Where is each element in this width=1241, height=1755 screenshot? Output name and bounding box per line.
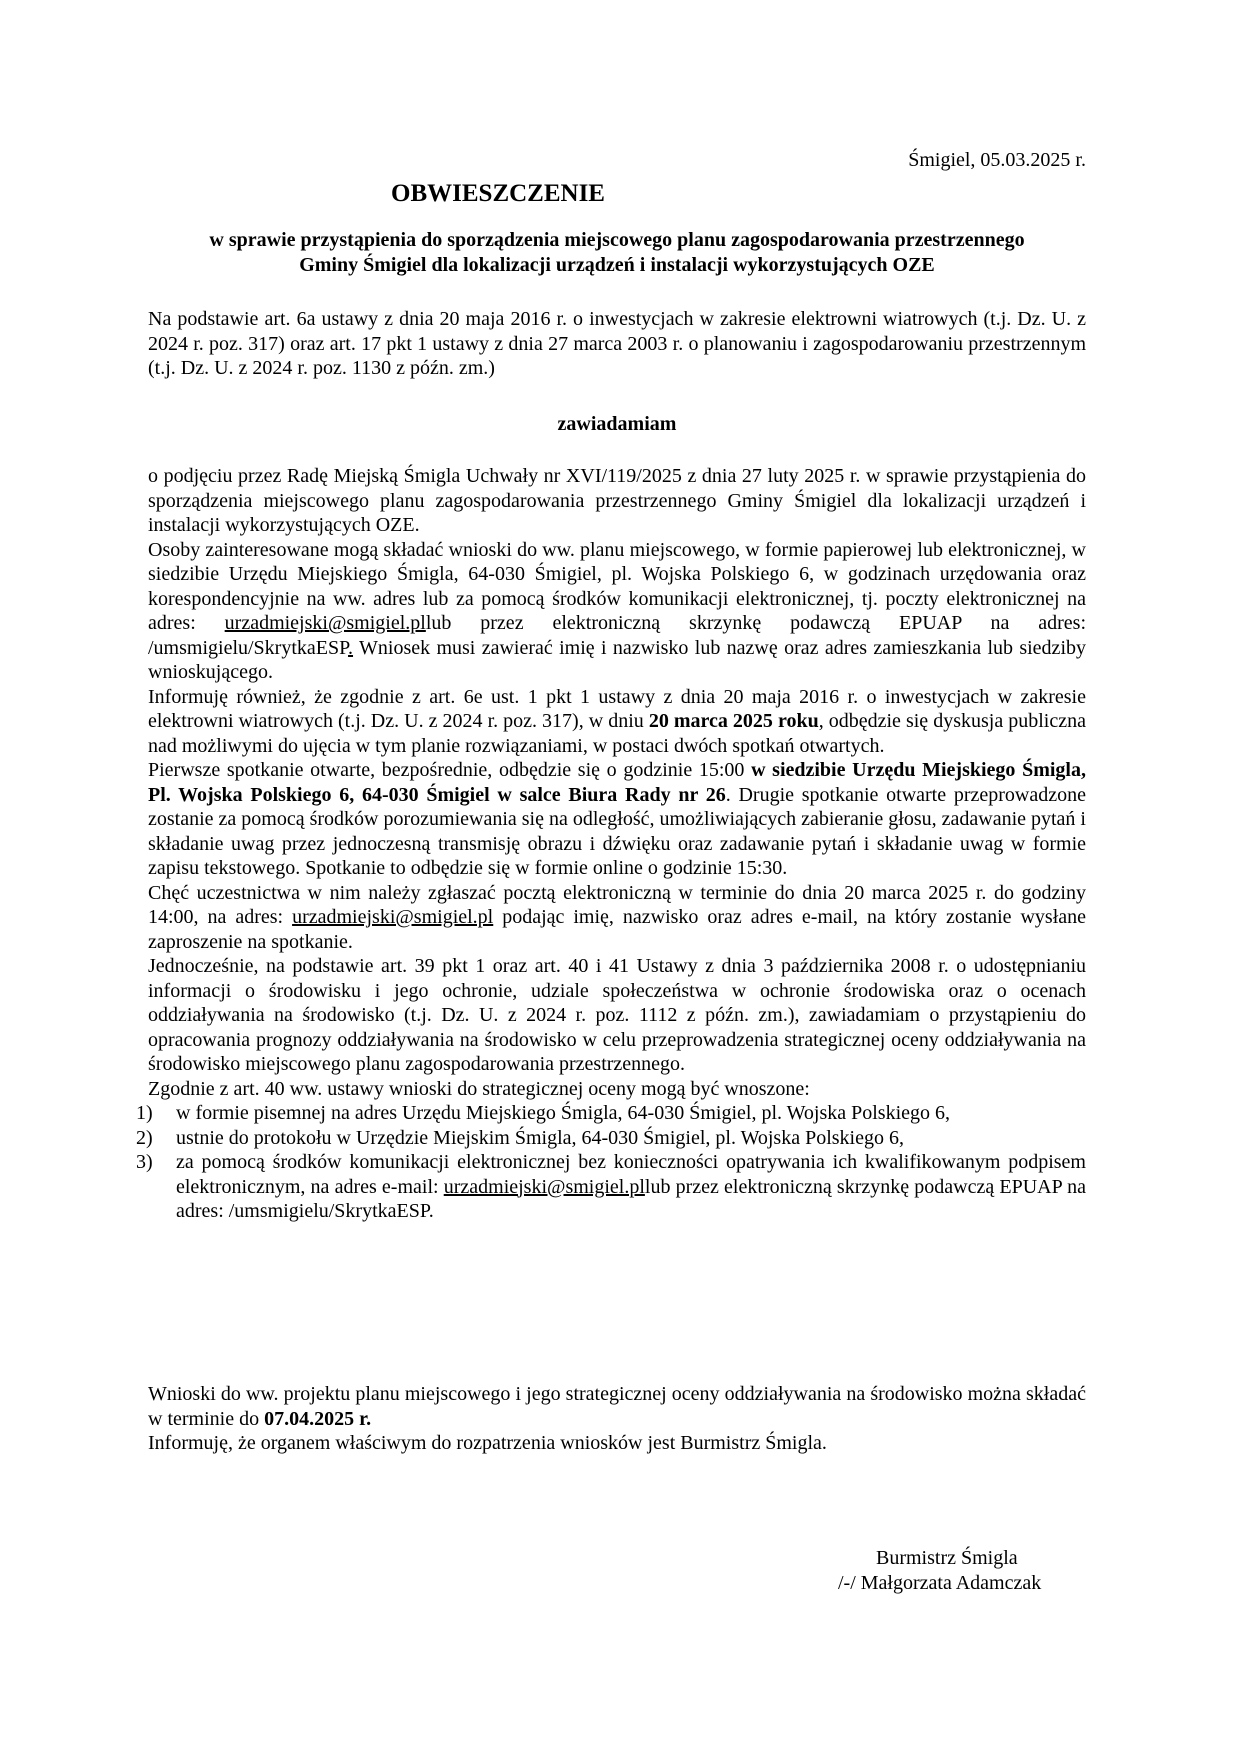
- signatory-name: /-/ Małgorzata Adamczak: [838, 1571, 1042, 1594]
- meetings-text-b: . Drugie spotkanie otwarte przeprowadzone zostanie za pomocą środków porozumiewania się na odległość, umożliwiających zabieranie głosu, zadawanie pytań i składanie uwag przez jednoczesną transmisję obrazu i dźwięku oraz zadawanie pytań i składanie uwag w formie zapisu tekstowego. Spotkanie to odbędzie się w formie online o godzinie 15:30.: [148, 783, 1086, 879]
- list-item-text: w formie pisemnej na adres Urzędu Miejskiego Śmigla, 64-030 Śmigiel, pl. Wojska Polskiego 6,: [176, 1102, 951, 1124]
- email-link[interactable]: urzadmiejski@smigiel.pl: [292, 906, 494, 928]
- submission-methods-list: [136, 1101, 1086, 1224]
- list-item-text-b: lub przez elektroniczną skrzynkę podawczą EPUAP na adres: /umsmigielu/SkrytkaESP.: [176, 1175, 1086, 1222]
- applications-dot: .: [348, 636, 354, 659]
- subject-line-1: w sprawie przystąpienia do sporządzenia miejscowego planu zagospodarowania przestrzennego: [209, 229, 1025, 251]
- list-item-number: 1): [136, 1102, 153, 1124]
- list-item-number: 3): [136, 1151, 153, 1173]
- authority-paragraph: Informuję, że organem właściwym do rozpatrzenia wniosków jest Burmistrz Śmigla.: [148, 1432, 827, 1454]
- notice-body: [136, 464, 1087, 1224]
- email-link[interactable]: urzadmiejski@smigiel.pl: [443, 1175, 645, 1198]
- meeting-place: w siedzibie Urzędu Miejskiego Śmigla, Pl. Wojska Polskiego 6, 64-030 Śmigiel w salce Biura Rady nr 26: [148, 759, 1086, 806]
- resolution-paragraph: o podjęciu przez Radę Miejską Śmigla Uchwały nr XVI/119/2025 z dnia 27 luty 2025 r. w sprawie przystąpienia do sporządzenia miejscowego planu zagospodarowania przestrzennego Gminy Śmigiel dla lokalizacji urządzeń i instalacji wykorzystujących OZE.: [148, 465, 1086, 536]
- document-title: OBWIESZCZENIE: [391, 180, 605, 207]
- applications-paragraph: [148, 538, 1086, 685]
- deadline-text: Wnioski do ww. projektu planu miejscowego i jego strategicznej oceny oddziaływania na środowisko można składać w terminie do: [148, 1383, 1086, 1430]
- applications-text-c: Wniosek musi zawierać imię i nazwisko lub nazwę oraz adres zamieszkania lub siedziby wnioskującego.: [148, 636, 1086, 683]
- discussion-text-b: , odbędzie się dyskusja publiczna nad możliwymi do ujęcia w tym planie rozwiązaniami, w postaci dwóch spotkań otwartych.: [148, 710, 1086, 757]
- list-item: [136, 1126, 1086, 1151]
- list-item-number: 2): [136, 1126, 153, 1149]
- document-subject: [148, 228, 1086, 277]
- list-item: [136, 1150, 1086, 1224]
- signature-block: [838, 1546, 1098, 1595]
- legal-basis-paragraph: Na podstawie art. 6a ustawy z dnia 20 maja 2016 r. o inwestycjach w zakresie elektrowni wiatrowych (t.j. Dz. U. z 2024 r. poz. 317) oraz art. 17 pkt 1 ustawy z dnia 27 marca 2003 r. o planowaniu i zagospodarowaniu przestrzennym (t.j. Dz. U. z 2024 r. poz. 1130 z późn. zm.): [148, 308, 1086, 379]
- meetings-text-a: Pierwsze spotkanie otwarte, bezpośrednie, odbędzie się o godzinie 15:00: [148, 759, 752, 781]
- notice-verb: zawiadamiam: [557, 413, 677, 435]
- applications-text-a: Osoby zainteresowane mogą składać wnioski do ww. planu miejscowego, w formie papierowej lub elektronicznej, w siedzibie Urzędu Miejskiego Śmigla, 64-030 Śmigiel, pl. Wojska Polskiego 6, w godzinach urzędowania oraz korespondencyjnie na ww. adres lub za pomocą środków komunikacji elektronicznej, tj. poczty elektronicznej na adres:: [148, 538, 1086, 634]
- submission-methods-intro: Zgodnie z art. 40 ww. ustawy wnioski do strategicznej oceny mogą być wnoszone:: [148, 1077, 810, 1100]
- discussion-date: 20 marca 2025 roku: [648, 710, 819, 732]
- participation-text-b: podając imię, nazwisko oraz adres e-mail, na który zostanie wysłane zaproszenie na spotkanie.: [148, 906, 1087, 953]
- participation-paragraph: [148, 881, 1086, 955]
- deadline-paragraph: [148, 1382, 1086, 1431]
- list-item-text-a: za pomocą środków komunikacji elektronicznej bez konieczności opatrywania ich kwalifikowanym podpisem elektronicznym, na adres e-mail:: [176, 1151, 1086, 1198]
- participation-text-a: Chęć uczestnictwa w nim należy zgłaszać pocztą elektroniczną w terminie do dnia 20 marca 2025 r. do godziny 14:00, na adres:: [148, 881, 1086, 928]
- list-item: [136, 1101, 1086, 1126]
- closing-block: [148, 1382, 1086, 1456]
- deadline-date: 07.04.2025 r.: [264, 1407, 372, 1430]
- list-item-text: ustnie do protokołu w Urzędzie Miejskim Śmigla, 64-030 Śmigiel, pl. Wojska Polskiego 6,: [176, 1126, 904, 1149]
- public-discussion-paragraph: [148, 685, 1086, 759]
- meetings-paragraph: [148, 758, 1086, 881]
- applications-text-b: lub przez elektroniczną skrzynkę podawczą EPUAP na adres: /umsmigielu/SkrytkaESP: [148, 612, 1086, 659]
- signatory-role: Burmistrz Śmigla: [876, 1547, 1018, 1569]
- email-link[interactable]: urzadmiejski@smigiel.pl: [224, 612, 426, 634]
- place-date: Śmigiel, 05.03.2025 r.: [908, 149, 1086, 171]
- subject-line-2: Gminy Śmigiel dla lokalizacji urządzeń i instalacji wykorzystujących OZE: [299, 253, 935, 276]
- discussion-text-a: Informuję również, że zgodnie z art. 6e ust. 1 pkt 1 ustawy z dnia 20 maja 2016 r. o inwestycjach w zakresie elektrowni wiatrowych (t.j. Dz. U. z 2024 r. poz. 317), w dniu: [148, 685, 1086, 732]
- environmental-assessment-paragraph: Jednocześnie, na podstawie art. 39 pkt 1 oraz art. 40 i 41 Ustawy z dnia 3 października 2008 r. o udostępnianiu informacji o środowisku i jego ochronie, udziale społeczeństwa w ochronie środowiska oraz o ocenach oddziaływania na środowisko (t.j. Dz. U. z 2024 r. poz. 1112 z późn. zm.), zawiadamiam o przystąpieniu do opracowania prognozy oddziaływania na środowisko w celu przeprowadzenia strategicznej oceny oddziaływania na środowisko miejscowego planu zagospodarowania przestrzennego.: [148, 955, 1086, 1075]
